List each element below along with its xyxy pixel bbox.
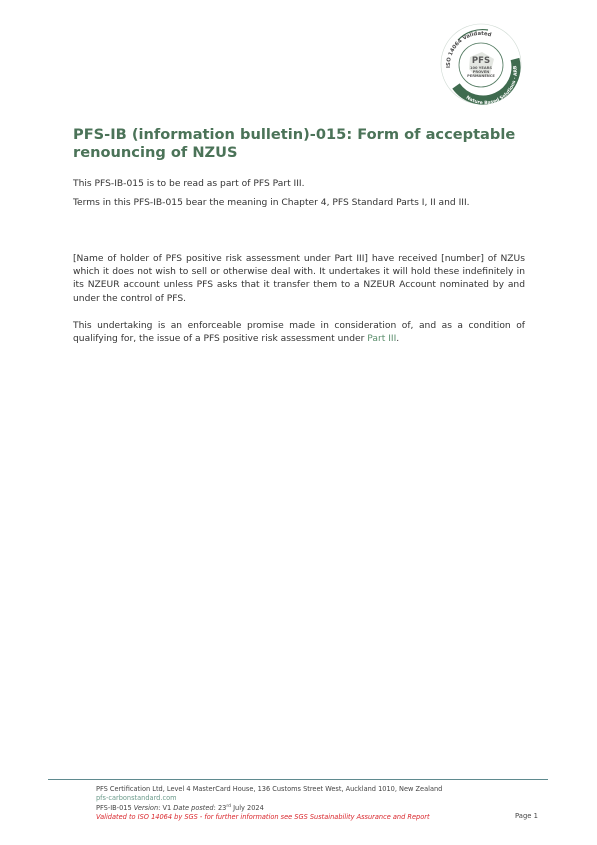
part-iii-link[interactable]: Part III — [367, 334, 397, 345]
footer-date-rest: July 2024 — [230, 803, 264, 812]
logo-ring-text-bottom: Nature Based Solutions · ARB — [464, 65, 519, 107]
footer-doc-id: PFS-IB-015 — [96, 803, 132, 812]
undertaking-paragraph: [Name of holder of PFS positive risk assessment under Part III] have received [number] of NZUs which it does not wish to sell or otherwise deal with. It undertakes it will hold these indefinitely in its NZEUR account unless PFS asks that it transfer them to a NZEUR Account nominated by and under the control of PFS. — [73, 254, 525, 304]
logo-center-line1: 100 YEARS — [470, 66, 492, 70]
footer-version-value: : V1 — [158, 803, 172, 812]
footer — [96, 785, 516, 821]
footer-website-link[interactable]: pfs-carbonstandard.com — [96, 793, 177, 802]
logo-center-title: PFS — [471, 56, 491, 66]
footer-divider — [48, 779, 548, 780]
logo-ring-text-top: ISO 14064 Validated — [445, 30, 493, 69]
enforceable-promise-end: . — [396, 334, 400, 345]
footer-doc-info — [96, 803, 516, 813]
terms-paragraph: Terms in this PFS-IB-015 bear the meaning in Chapter 4, PFS Standard Parts I, II and III. — [73, 198, 470, 208]
pfs-validated-seal-logo — [436, 19, 526, 109]
document-title: PFS-IB (information bulletin)-015: Form of acceptable renouncing of NZUS — [73, 126, 516, 161]
enforceable-promise-paragraph — [73, 320, 525, 346]
enforceable-promise-text: This undertaking is an enforceable promise made in consideration of, and as a condition of qualifying for, the issue of a PFS positive risk assessment under — [73, 321, 525, 345]
intro-paragraph: This PFS-IB-015 is to be read as part of PFS Part III. — [73, 179, 305, 189]
logo-center-line2: PROVEN — [472, 70, 490, 74]
page-number: Page 1 — [515, 812, 538, 820]
footer-validation-note: Validated to ISO 14064 by SGS - for further information see SGS Sustainability Assurance and Report — [96, 812, 430, 821]
footer-version-label: Version — [133, 803, 159, 812]
footer-date-label: Date posted — [173, 803, 214, 812]
footer-address: PFS Certification Ltd, Level 4 MasterCard House, 136 Customs Street West, Auckland 1010, New Zealand — [96, 785, 443, 793]
logo-center-line3: PERMANENCE — [467, 74, 495, 78]
footer-date-suffix: rd — [226, 803, 231, 809]
footer-date-value: : 23 — [213, 803, 227, 812]
